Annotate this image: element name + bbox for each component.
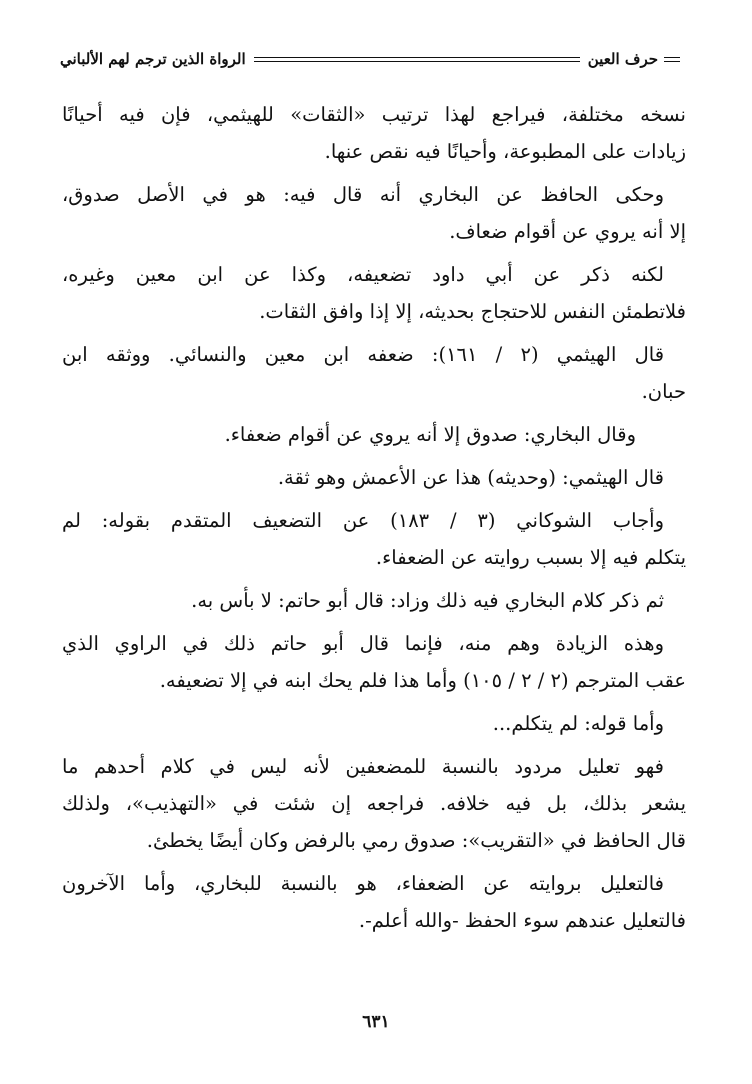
paragraph (62, 865, 686, 939)
header-dash-mark (664, 57, 680, 62)
text-line: يشعر بذلك، بل فيه خلافه. فراجعه إن شئت في «التهذيب»، ولذلك (62, 792, 686, 815)
header-rule (254, 57, 580, 62)
paragraph (62, 256, 686, 330)
text-line: فهو تعليل مردود بالنسبة للمضعفين لأنه ليس في كلام أحدهم ما (62, 755, 664, 778)
paragraph (62, 336, 686, 410)
text-line: لكنه ذكر عن أبي داود تضعيفه، وكذا عن ابن معين وغيره، (62, 263, 664, 286)
text-line: حبان. (641, 380, 686, 403)
text-line: فالتعليل بروايته عن الضعفاء، هو بالنسبة للبخاري، وأما الآخرون (62, 872, 664, 895)
paragraph (62, 176, 686, 250)
text-line: وأما قوله: لم يتكلم... (492, 712, 664, 735)
text-line: نسخه مختلفة، فيراجع لهذا ترتيب «الثقات» للهيثمي، فإن فيه أحيانًا (62, 103, 686, 126)
text-line: فلاتطمئن النفس للاحتجاج بحديثه، إلا إذا وافق الثقات. (259, 300, 686, 323)
paragraph (62, 416, 686, 453)
text-line: يتكلم فيه إلا بسبب روايته عن الضعفاء. (375, 546, 686, 569)
text-line: قال الهيثمي: (وحديثه) هذا عن الأعمش وهو ثقة. (277, 466, 664, 489)
paragraph (62, 582, 686, 619)
paragraph (62, 96, 686, 170)
page-number: ٦٣١ (362, 1012, 390, 1032)
paragraph (62, 625, 686, 699)
text-line: وقال البخاري: صدوق إلا أنه يروي عن أقوام ضعفاء. (224, 423, 636, 446)
paragraph (62, 502, 686, 576)
text-line: قال الحافظ في «التقريب»: صدوق رمي بالرفض وكان أيضًا يخطئ. (146, 829, 686, 852)
text-line: قال الهيثمي (٢ / ١٦١): ضعفه ابن معين والنسائي. ووثقه ابن (62, 343, 665, 366)
text-line: ثم ذكر كلام البخاري فيه ذلك وزاد: قال أبو حاتم: لا بأس به. (191, 589, 664, 612)
page-body (62, 96, 686, 945)
text-line: عقب المترجم (٢ / ٢ / ١٠٥) وأما هذا فلم يحك ابنه في إلا تضعيفه. (159, 669, 686, 692)
text-line: فالتعليل عندهم سوء الحفظ -والله أعلم-. (358, 909, 686, 932)
text-line: زيادات على المطبوعة، وأحيانًا فيه نقص عنها. (324, 140, 686, 163)
paragraph (62, 705, 686, 742)
paragraph (62, 748, 686, 859)
text-line: وأجاب الشوكاني (٣ / ١٨٣) عن التضعيف المتقدم بقوله: لم (62, 509, 664, 532)
book-title: الرواة الذين ترجم لهم الألباني (60, 50, 246, 68)
chapter-title: حرف العين (587, 50, 658, 68)
text-line: إلا أنه يروي عن أقوام ضعاف. (449, 220, 686, 243)
text-line: وهذه الزيادة وهم منه، فإنما قال أبو حاتم ذلك في الراوي الذي (62, 632, 664, 655)
text-line: وحكى الحافظ عن البخاري أنه قال فيه: هو في الأصل صدوق، (62, 183, 664, 206)
paragraph (62, 459, 686, 496)
running-header (60, 44, 680, 74)
